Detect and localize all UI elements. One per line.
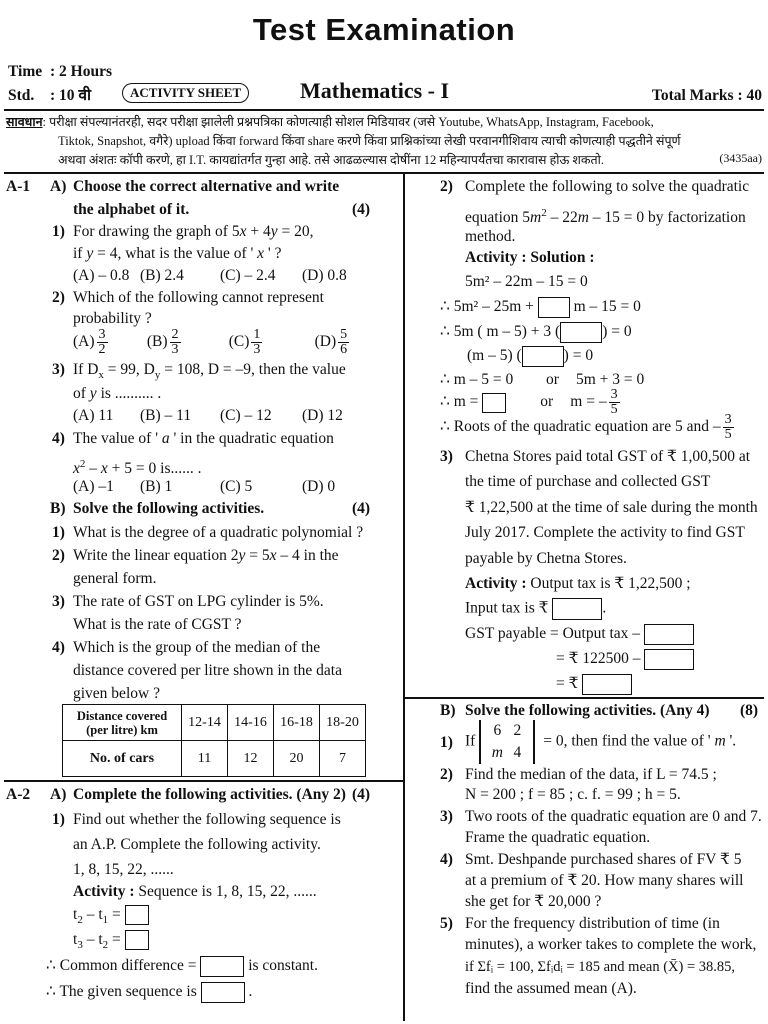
c1-t1a: t [73, 906, 78, 923]
r2-step-7 [440, 413, 736, 442]
q2-line-2: probability ? [73, 310, 152, 327]
rb-marks: (8) [740, 702, 759, 719]
r2-s4b: ) = 0 [563, 347, 594, 365]
q3-l1d: y [154, 369, 161, 382]
q3-l1e: = 108, D = –9, then the value [160, 361, 346, 378]
rb1-text [465, 720, 736, 764]
det-cell: 6 [493, 722, 502, 739]
rb3-line-2: Frame the quadratic equation. [465, 829, 651, 846]
b4-line-3: given below ? [73, 685, 160, 702]
r2-l2f: – 15 = 0 by factorization [588, 209, 746, 227]
table-cell-group: 18-20 [320, 705, 366, 741]
q2-option-d [314, 327, 352, 357]
b2-l1e: – 4 in the [276, 547, 339, 564]
rb5-line-1: For the frequency distribution of time (in [465, 915, 720, 932]
q4-l2c: – [85, 460, 101, 478]
q1-option-d: (D) 0.8 [302, 267, 347, 284]
r2-line-3: method. [465, 228, 516, 245]
q1-l2c: = 4, what is the value of ' [93, 245, 258, 262]
c1-t2b: 3 [77, 939, 83, 952]
r3-line-3: ₹ 1,22,500 at the time of sale during the month [465, 499, 758, 516]
rb1-a: If [465, 732, 476, 750]
q4-option-a: (A) –1 [73, 478, 114, 495]
answer-box[interactable] [644, 624, 694, 645]
q2-c-label: (C) [228, 333, 250, 351]
r3-gst-step-2 [556, 649, 694, 670]
q2-d-num: 5 [340, 327, 348, 342]
table-cell-group: 12-14 [182, 705, 228, 741]
rb1-c: m [714, 732, 726, 750]
rb-divider [404, 697, 764, 699]
c1-t1b: 2 [77, 914, 83, 927]
q1-option-a: (A) – 0.8 [73, 267, 130, 284]
table-header-distance-l2: (per litre) km [86, 722, 158, 737]
r2-s5a: ∴ m – 5 = 0 [440, 371, 514, 388]
r3-line-5: payable by Chetna Stores. [465, 550, 627, 567]
rb5-line-2: minutes), a worker takes to complete the work, [465, 936, 757, 953]
q4-l1c: ' in the quadratic equation [169, 430, 334, 447]
r2-l2a: equation 5 [465, 209, 530, 227]
notice-code: (3435aa) [719, 151, 762, 165]
r2-step-4 [467, 346, 593, 367]
q3-option-d: (D) 12 [302, 407, 343, 424]
q2-c-num: 1 [253, 327, 261, 342]
q3-option-a: (A) 11 [73, 407, 114, 424]
q3-l2a: of [73, 385, 90, 402]
a1-b-instruction: Solve the following activities. [73, 500, 265, 517]
q2-a-label: (A) [73, 333, 95, 351]
r2-l2c: 2 [541, 207, 547, 219]
c1-gs: ∴ The given sequence is [46, 983, 197, 1001]
q2-d-den: 6 [340, 342, 348, 357]
b2-l1d: x [269, 547, 277, 564]
q1-l1c: + 4 [246, 223, 271, 240]
answer-box[interactable] [482, 393, 506, 413]
b4-number: 4) [52, 639, 65, 656]
table-cell-group: 14-16 [228, 705, 274, 741]
b2-l1a: Write the linear equation 2 [73, 547, 239, 564]
r2-s6-num: 3 [610, 387, 618, 402]
answer-box[interactable] [552, 598, 602, 620]
rb5-line-3: if Σfᵢ = 100, Σfᵢdᵢ = 185 and mean (X̄) = 38.85, [465, 959, 736, 975]
r2-s6-den: 5 [610, 402, 618, 417]
r3-in-end: . [602, 599, 607, 617]
answer-box[interactable] [200, 956, 244, 977]
q3-l1b: x [98, 369, 104, 382]
rb1-number: 1) [440, 734, 453, 751]
q3-l2c: is .......... . [96, 385, 162, 402]
b1-number: 1) [52, 524, 65, 541]
b2-line-2: general form. [73, 570, 157, 587]
q1-l1b: x [239, 223, 247, 240]
q1-option-c: (C) – 2.4 [220, 267, 276, 284]
r3-gst-b: = ₹ 122500 – [556, 650, 641, 668]
q4-l2a: x [73, 460, 80, 478]
r2-s4a: (m – 5) ( [467, 347, 522, 365]
q1-l2b: y [86, 245, 94, 262]
answer-box[interactable] [125, 930, 149, 950]
answer-box[interactable] [522, 346, 564, 367]
r2-step-3 [440, 322, 632, 343]
b3-line-1: The rate of GST on LPG cylinder is 5%. [73, 593, 324, 610]
q1-l1a: For drawing the graph of 5 [73, 223, 240, 240]
b2-l1b: y [238, 547, 246, 564]
table-row [63, 741, 366, 777]
c1-common-difference [46, 956, 318, 977]
determinant [479, 720, 535, 764]
r2-s7a: ∴ Roots of the quadratic equation are 5 and – [440, 418, 721, 436]
q1-l2d: x [257, 245, 265, 262]
det-cell: m [491, 744, 503, 761]
table-cell-cars: 11 [182, 741, 228, 777]
a2-divider [4, 780, 403, 782]
q3-line-1 [73, 360, 346, 385]
c1-cd-b: is constant. [248, 957, 318, 975]
q1-l1d: y [270, 223, 278, 240]
r2-step-1: 5m² – 22m – 15 = 0 [465, 273, 588, 290]
a1-a-instruction-1: Choose the correct alternative and write [73, 178, 340, 195]
b4-line-2: distance covered per litre shown in the data [73, 662, 342, 679]
rb3-number: 3) [440, 808, 453, 825]
c1-gs-end: . [248, 983, 253, 1001]
q2-b-num: 2 [171, 327, 179, 342]
answer-box[interactable] [201, 982, 245, 1003]
table-header-cars: No. of cars [63, 741, 182, 777]
rb5-number: 5) [440, 915, 453, 932]
page-title: Test Examination [252, 12, 516, 47]
q4-line-2 [73, 454, 201, 479]
q1-option-b: (B) 2.4 [140, 267, 184, 284]
r2-s2b: m – 15 = 0 [573, 298, 641, 316]
r2-step-2 [440, 297, 641, 318]
table-header-distance [63, 705, 182, 741]
q4-option-d: (D) 0 [302, 478, 336, 495]
r2-s2a: ∴ 5m² – 25m + [440, 298, 534, 316]
c1-t2a: t [73, 931, 78, 948]
table-row [63, 705, 366, 741]
notice-line-1: : परीक्षा संपल्यानंतरही, सदर परीक्षा झालेली प्रश्नपत्रिका कोणत्याही सोशल मिडियावर (जसे Youtube, WhatsApp, Instagram, Facebook, [42, 115, 654, 129]
a1-a-label: A) [50, 178, 67, 195]
answer-box[interactable] [125, 905, 149, 925]
c1-t3-t2 [73, 930, 149, 955]
rb4-number: 4) [440, 851, 453, 868]
r2-number: 2) [440, 178, 453, 195]
r3-input-tax [465, 598, 606, 620]
q3-l1c: = 99, D [103, 361, 155, 378]
b3-line-2: What is the rate of CGST ? [73, 616, 242, 633]
q4-l1b: a [161, 430, 170, 447]
notice-line-3: अथवा अंशतः कॉपी करणे, हा I.T. कायद्यांतर्गत गुन्हा आहे. तसे आढळल्यास दोषींना 12 महिन्यापर्यंतचा कारावास होऊ शकतो. [58, 153, 604, 167]
rb-instruction: Solve the following activities. (Any 4) [465, 702, 710, 719]
r3-in: Input tax is ₹ [465, 599, 549, 617]
q3-line-2 [73, 384, 161, 404]
q1-l2e: ' ? [264, 245, 282, 262]
q2-a-den: 2 [98, 342, 106, 357]
q3-l2b: y [89, 385, 97, 402]
r2-s6c: m = – [570, 393, 607, 411]
c1-line-2: an A.P. Complete the following activity. [73, 836, 321, 853]
a1-b-marks: (4) [352, 500, 371, 517]
rb3-line-1: Two roots of the quadratic equation are 0 and 7. [465, 808, 762, 825]
q4-l2b: 2 [79, 458, 86, 470]
distance-table [62, 704, 366, 777]
a1-number: A-1 [6, 178, 31, 195]
answer-box[interactable] [644, 649, 694, 670]
r2-s6a: ∴ m = [440, 393, 479, 411]
q4-l1a: The value of ' [73, 430, 162, 447]
c1-activity-text: Sequence is 1, 8, 15, 22, ...... [134, 883, 317, 900]
rb4-line-2: at a premium of ₹ 20. How many shares will [465, 872, 744, 889]
q2-line-1: Which of the following cannot represent [73, 289, 324, 306]
q3-number: 3) [52, 361, 65, 378]
notice-line-2: Tiktok, Snapshot, वगैरे) upload किंवा forward किंवा share करणे किंवा प्राश्निकांच्या लेखी परवानगीशिवाय त्याची कोणत्याही पद्धतीने संपूर्ण [58, 134, 681, 148]
answer-box[interactable] [560, 322, 602, 343]
q2-number: 2) [52, 289, 65, 306]
c1-t1c: – t [82, 906, 103, 923]
q1-l2a: if [73, 245, 87, 262]
r3-gst-a: GST payable = Output tax – [465, 625, 641, 643]
r2-s5b: or [546, 371, 559, 388]
rb5-line-4: find the assumed mean (A). [465, 980, 637, 997]
b2-line-1 [73, 546, 339, 566]
r2-line-2 [465, 203, 746, 228]
r2-activity-label: Activity : Solution : [465, 249, 595, 266]
q2-option-c [229, 328, 311, 357]
rb1-b: = 0, then find the value of ' [539, 732, 715, 750]
r2-s3b: ) = 0 [602, 323, 632, 341]
r2-s3a: ∴ 5m ( m – 5) + 3 ( [440, 323, 561, 341]
c1-t1e: = [108, 906, 121, 923]
table-cell-group: 16-18 [274, 705, 320, 741]
q1-number: 1) [52, 223, 65, 240]
q2-b-label: (B) [146, 333, 168, 351]
r2-line-1: Complete the following to solve the quadratic [465, 178, 750, 195]
table-cell-cars: 7 [320, 741, 366, 777]
q1-line-2 [73, 244, 281, 264]
std-label: Std. [8, 87, 35, 104]
time-value: : 2 Hours [50, 63, 112, 80]
q2-c-den: 3 [253, 342, 261, 357]
r3-activity-text: Output tax is ₹ 1,22,500 ; [526, 575, 691, 592]
q4-l2e: + 5 = 0 is...... . [107, 460, 202, 478]
header-divider [4, 109, 764, 111]
a2-a-instruction: Complete the following activities. (Any 2) [73, 786, 346, 803]
q1-l1e: = 20, [277, 223, 314, 240]
b1-text: What is the degree of a quadratic polynomial ? [73, 524, 364, 541]
time-label: Time [8, 63, 43, 80]
q4-line-1 [73, 429, 334, 449]
c1-given-sequence [46, 982, 252, 1003]
q2-a-num: 3 [98, 327, 106, 342]
r3-line-4: July 2017. Complete the activity to find GST [465, 524, 745, 541]
r3-activity [465, 574, 691, 594]
answer-box[interactable] [538, 297, 570, 318]
c1-t2c: – t [82, 931, 103, 948]
b4-line-1: Which is the group of the median of the [73, 639, 321, 656]
a1-a-marks: (4) [352, 201, 371, 218]
r2-l2e: m [577, 209, 589, 227]
q4-option-c: (C) 5 [220, 478, 253, 495]
c1-t2-t1 [73, 905, 149, 930]
answer-box[interactable] [582, 674, 632, 695]
q4-option-b: (B) 1 [140, 478, 173, 495]
notice-label: सावधान [6, 115, 43, 129]
r2-s7-den: 5 [724, 427, 732, 442]
b3-number: 3) [52, 593, 65, 610]
notice-block [6, 113, 681, 170]
q2-b-den: 3 [171, 342, 179, 357]
q4-l2d: x [100, 460, 108, 478]
det-cell: 4 [513, 744, 522, 761]
c1-line-3: 1, 8, 15, 22, ...... [73, 861, 174, 878]
q2-option-a [73, 328, 143, 357]
q1-line-1 [73, 222, 314, 242]
rb2-line-1: Find the median of the data, if L = 74.5 ; [465, 766, 717, 783]
c1-line-1: Find out whether the following sequence is [73, 811, 341, 828]
activity-sheet-badge: ACTIVITY SHEET [122, 83, 249, 103]
std-value: : 10 वी [50, 87, 92, 104]
rb2-number: 2) [440, 766, 453, 783]
a2-a-marks: (4) [352, 786, 371, 803]
notice-divider [4, 172, 764, 174]
c1-t1d: 1 [102, 914, 109, 927]
q2-d-label: (D) [314, 333, 337, 351]
table-cell-cars: 12 [228, 741, 274, 777]
rb4-line-3: she get for ₹ 20,000 ? [465, 893, 602, 910]
det-cell: 2 [513, 722, 522, 739]
rb-label: B) [440, 702, 456, 719]
a2-a-label: A) [50, 786, 67, 803]
r3-line-2: the time of purchase and collected GST [465, 473, 711, 490]
c1-activity [73, 882, 317, 902]
q3-option-c: (C) – 12 [220, 407, 272, 424]
r3-gst-payable [465, 624, 694, 645]
r2-s6b: or [540, 393, 554, 411]
rb4-line-1: Smt. Deshpande purchased shares of FV ₹ 5 [465, 851, 742, 868]
a1-a-instruction-2: the alphabet of it. [73, 201, 190, 218]
r3-number: 3) [440, 448, 453, 465]
a1-b-label: B) [50, 500, 66, 517]
r2-l2d: – 22 [546, 209, 578, 227]
r3-gst-c: = ₹ [556, 675, 579, 693]
c1-activity-label: Activity : [73, 883, 135, 900]
r2-l2b: m [530, 209, 542, 227]
rb2-line-2: N = 200 ; f = 85 ; c. f. = 99 ; h = 5. [465, 786, 681, 803]
b2-number: 2) [52, 547, 65, 564]
q3-l1a: If D [73, 361, 99, 378]
rb1-d: '. [725, 732, 737, 750]
q3-option-b: (B) – 11 [140, 407, 192, 424]
q2-options [73, 328, 351, 357]
c1-cd-a: ∴ Common difference = [46, 957, 197, 975]
column-divider [403, 173, 405, 1021]
total-marks: Total Marks : 40 [651, 87, 762, 104]
r3-line-1: Chetna Stores paid total GST of ₹ 1,00,500 at [465, 448, 751, 465]
c1-t2d: 2 [102, 939, 109, 952]
r2-s5c: 5m + 3 = 0 [576, 371, 645, 388]
q2-option-b [147, 328, 225, 357]
table-cell-cars: 20 [274, 741, 320, 777]
distance-table-wrap [62, 704, 366, 777]
a2-number: A-2 [6, 786, 31, 803]
c1-t2e: = [108, 931, 121, 948]
r3-gst-step-3 [556, 674, 632, 695]
c1-number: 1) [52, 811, 65, 828]
r2-s7-num: 3 [724, 412, 732, 427]
subject-title: Mathematics - I [300, 78, 450, 103]
table-header-distance-l1: Distance covered [76, 708, 168, 723]
b2-l1c: = 5 [245, 547, 270, 564]
q4-number: 4) [52, 430, 65, 447]
r3-activity-label: Activity : [465, 575, 527, 592]
